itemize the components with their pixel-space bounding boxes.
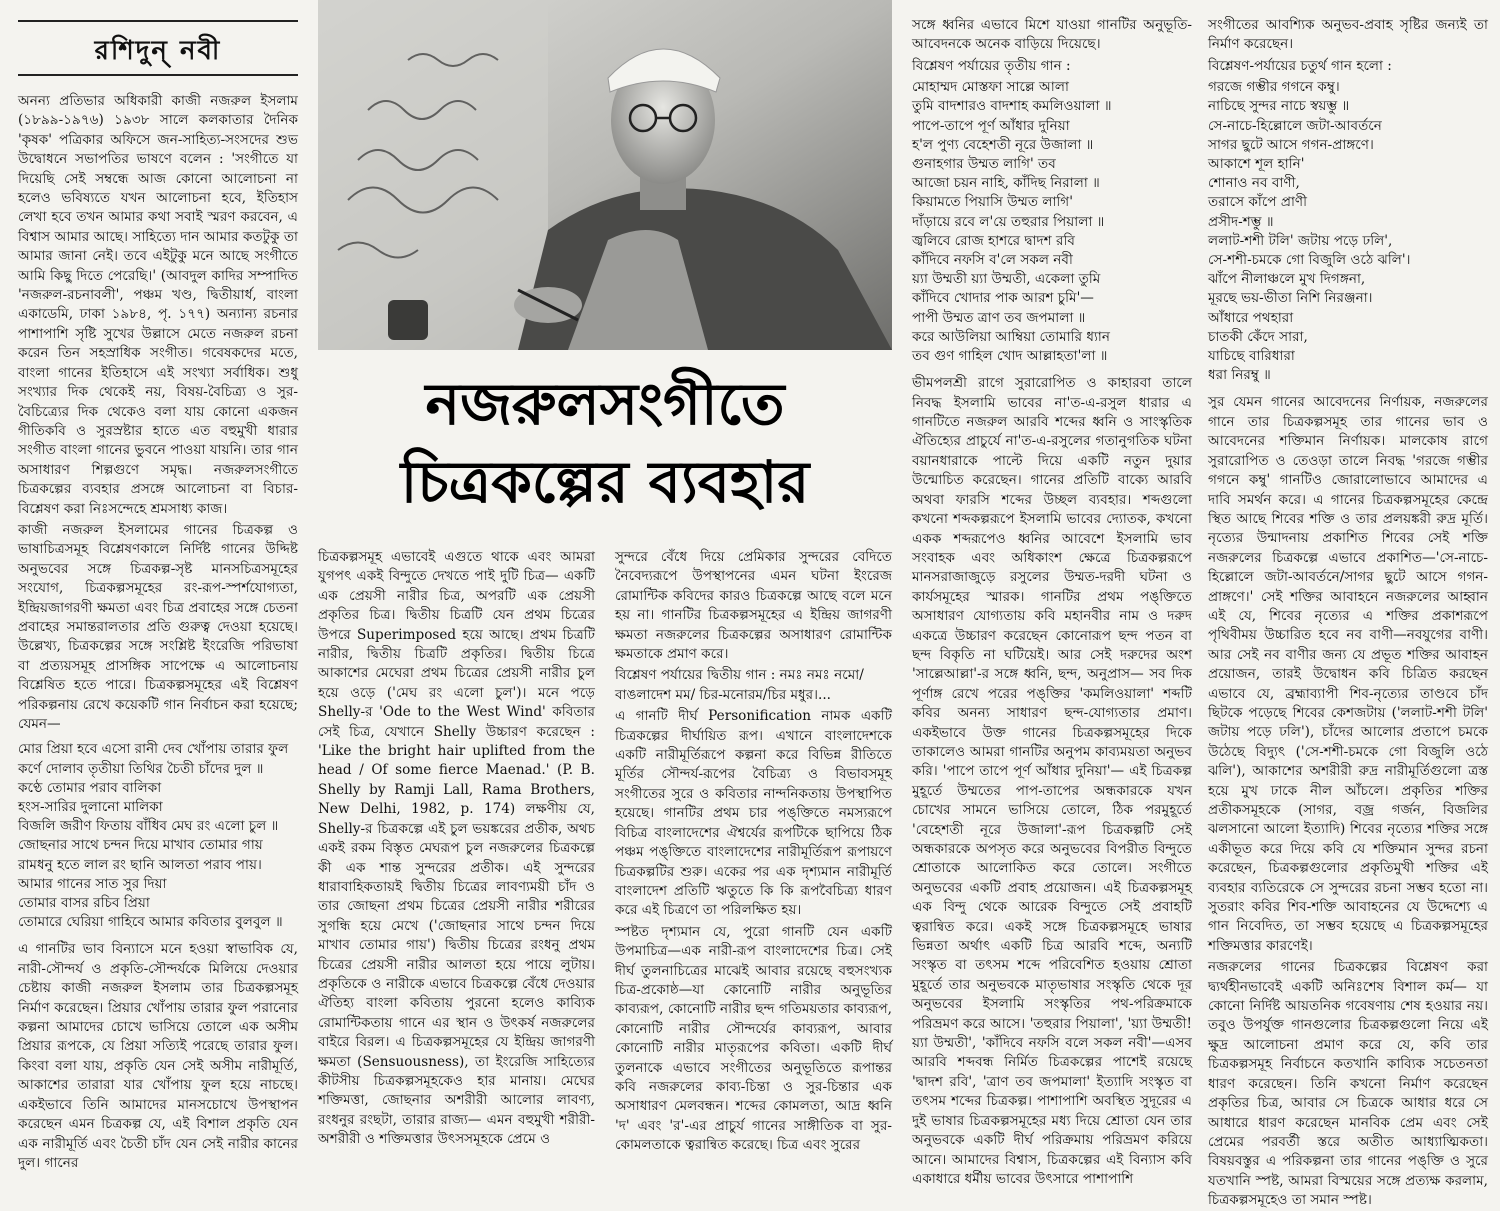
lyric-line: শোনাও নব বাণী, [1208, 175, 1300, 192]
author-header [18, 20, 298, 76]
lyric-line: জ্বলিবে রোজ হাশরে দ্বাদশ রবি [912, 232, 1075, 249]
lyric-line: করে আউলিয়া আম্বিয়া তোমারি ধ্যান [912, 328, 1110, 345]
column-1 [18, 92, 298, 1171]
paragraph: ভীমপলশ্রী রাগে সুরারোপিত ও কাহারবা তালে নিবদ্ধ ইসলামি ভাবের না'ত-এ-রসুল ধারার এ গানটিতে নজরুল আরবি শব্দের ধ্বনি ও সাংস্কৃতিক ঐতিহ্যের প্রাচুর্যে না'ত-এ-রসুলের গতানুগতিক ঘটনা বয়ানধারাকে পাল্টে দিয়ে একটি নতুন দুয়ার উন্মোচিত করেছেন। গানের প্রতিটি বাক্যে আরবি অথবা ফারসি শব্দের উচ্ছল ব্যবহার। শব্দগুলো কখনো শব্দকল্পরূপে ইসলামি ভাবের দ্যোতক, কখনো একক শব্দরূপেও ধ্বনির আবেশে ইসলামি ভাব সংবাহক এবং অধিকাংশ ক্ষেত্রে চিত্রকল্পরূপে মানসরাজাজুড়ে রসুলের উম্মত-দরদী ঘটনা ও কার্যসমূহের স্মারক। গানটির প্রথম পঙ্‌ক্তিতে অসাধারণ যোগ্যতায় কবি মহানবীর নাম ও দরুদ একত্রে উচ্চারণ করেছেন কোনোরূপ ছন্দ পতন বা ছন্দ বিকৃতি না ঘটিয়েই। আর সেই দরুদের অংশ 'সাল্লেআল্লা'-র সঙ্গে ধ্বনি, ছন্দ, অনুপ্রাস— সব দিক পূর্ণাঙ্গ রেখে পরের পঙ্‌ক্তির 'কমলিওয়ালা' শব্দটি কবির অনন্য সাধারণ ছন্দ-যোগ্যতার প্রমাণ। একইভাবে উক্ত গানের চিত্রকল্পসমূহের দিকে তাকালেও আমরা গানটির অনুপম কাব্যময়তা অনুভব করি। 'পাপে তাপে পূর্ণ আঁধার দুনিয়া'— এই চিত্রকল্প মুহূর্তে উম্মতের পাপ-তাপের অন্ধকারকে যখন চোখের সামনে ভাসিয়ে তোলে, ঠিক পরমুহূর্তে 'বেহেশতী নূরে উজালা'-রূপ চিত্রকল্পটি সেই অন্ধকারকে অপসৃত করে অনুভবের বিপরীত বিন্দুতে শ্রোতাকে আলোকিত করে তোলে। সংগীতে অনুভবের একটি প্রবাহ প্রয়োজন। এই চিত্রকল্পসমূহ এক বিন্দু থেকে আরেক বিন্দুতে সেই প্রবাহটি ত্বরান্বিত করে। একই সঙ্গে চিত্রকল্পসমূহে ভাষার ভিন্নতা অর্থাৎ একটি চিত্র আরবি শব্দে, অন্যটি সংস্কৃত বা তৎসম শব্দে পরিবেশিত হওয়ায় শ্রোতা মুহূর্তে তার অনুভবকে মাতৃভাষার সংস্কৃতি থেকে দূর অনুভবের ইসলামি সংস্কৃতির পথ-পরিক্রমাকে পরিভ্রমণ করে আসে। 'তহুরার পিয়ালা', 'য়্যা উম্মতী! য়্যা উম্মতী', 'কাঁদিবে নফসি বলে সকল নবী'—এসব আরবি শব্দবন্ধ নির্মিত চিত্রকল্পের পাশেই রয়েছে 'দ্বাদশ রবি', 'ত্রাণ তব জপমালা' ইত্যাদি সংস্কৃত বা তৎসম শব্দের চিত্রকল্প। পাশাপাশি অবস্থিত সুদূরের এ দুই ভাষার চিত্রকল্পসমূহের মধ্য দিয়ে শ্রোতা যেন তার অনুভবকে একটি দীর্ঘ পরিক্রমায় পরিভ্রমণ করিয়ে আনে। আমাদের বিশ্বাস, চিত্রকল্পের এই বিন্যাস কবি একাধারে ধর্মীয় ভাবের উৎসারে পাশাপাশি [912, 375, 1192, 1187]
lyric-line: সে-নাচে-হিল্লোলে জটা-আবর্তনে [1208, 117, 1382, 134]
lyric-line: তুমি বাদশারও বাদশাহ কমলিওয়ালা ॥ [912, 98, 1112, 115]
lyric-line: ধরা নিরম্বু ॥ [1208, 367, 1271, 384]
lyric-line: কিয়ামতে পিয়াসি উম্মত লাগি' [912, 194, 1073, 211]
paragraph: সঙ্গে ধ্বনির এভাবে মিশে যাওয়া গানটির অনুভূতি-আবেদনকে অনেক বাড়িয়ে দিয়েছে। [912, 17, 1192, 53]
lyric-line: গুনাহগার উম্মত লাগি' তব [912, 156, 1056, 173]
subhead: বিশ্লেষণ পর্যায়ের তৃতীয় গান : [912, 57, 1071, 74]
lyric-line: জোছনার সাথে চন্দন দিয়ে মাখাব তোমার গায় [18, 837, 263, 854]
paragraph: অনন্য প্রতিভার অধিকারী কাজী নজরুল ইসলাম (১৮৯৯-১৯৭৬) ১৯৩৮ সালে কলকাতার দৈনিক 'কৃষক' পত্রিকার অফিসে জন-সাহিত্য-সংসদের শুভ উদ্বোধনে সভাপতির ভাষণে বলেন : 'সংগীতে যা দিয়েছি সেই সম্বন্ধে আজ কোনো আলোচনা না হলেও ভবিষ্যতে যখন আলোচনা হবে, ইতিহাস লেখা হবে তখন আমার কথা সবাই স্মরণ করবেন, এ বিশ্বাস আমার আছে। সাহিত্যে দান আমার কতটুকু তা আমার জানা নেই। তবে এইটুকু মনে আছে সংগীতে আমি কিছু দিতে পেরেছি।' (আবদুল কাদির সম্পাদিত 'নজরুল-রচনাবলী', পঞ্চম খণ্ড, দ্বিতীয়ার্ধ, বাংলা একাডেমি, ঢাকা ১৯৮৪, পৃ. ১৭৭) অন্যান্য রচনার পাশাপাশি সৃষ্টি সুখের উল্লাসে মেতে নজরুল রচনা করেন তিন সহস্রাধিক সংগীত। গবেষকদের মতে, বাংলা গানের ইতিহাসে এই সংখ্যা সর্বাধিক। শুধু সংখ্যার দিক থেকেই নয়, বিষয়-বৈচিত্র্য ও সুর-বৈচিত্র্যের দিক থেকেও বলা যায় কোনো একজন গীতিকবি ও সুরস্রষ্টার হাতে এত বহুমুখী ধারার সংগীত বাংলা গানের ভুবনে পাওয়া যায়নি। তার গান অসাধারণ শিল্পগুণে সমৃদ্ধ। নজরুলসংগীতে চিত্রকল্পের ব্যবহার প্রসঙ্গে আলোচনা বা বিচার-বিশ্লেষণ করা নিঃসন্দেহে শ্রমসাধ্য কাজ। [18, 93, 298, 517]
lyric-line: ললাট-শশী টলি' জটায় পড়ে ঢলি', [1208, 232, 1393, 249]
lyric-line: মূরছে ভয়-ভীতা নিশি নিরঞ্জনা। [1208, 290, 1373, 307]
column-3 [615, 548, 892, 1154]
headline-line-1: নজরুলসংগীতে [425, 370, 785, 438]
lyric-line: আমার গানের সাত সুর দিয়া [18, 875, 167, 892]
lyric-line: চাতকী কেঁদে সারা, [1208, 328, 1308, 345]
column-5 [1208, 16, 1488, 1209]
song-lyrics [1208, 78, 1488, 385]
lyric-line: নাচিছে সুন্দর নাচে স্বয়ম্ভু ॥ [1208, 98, 1350, 115]
lyric-line: আকাশে শূল হানি' [1208, 156, 1305, 173]
headline [318, 365, 892, 535]
paragraph: এ গানটির ভাব বিন্যাসে মনে হওয়া স্বাভাবিক যে, নারী-সৌন্দর্য ও প্রকৃতি-সৌন্দর্যকে মিলিয়ে দেওয়ার চেষ্টায় কাজী নজরুল ইসলাম তার চিত্রকল্পসমূহ নির্মাণ করেছেন। প্রিয়ার খোঁপায় তারার ফুল পরানোর কল্পনা আমাদের চোখে ভাসিয়ে তোলে এক অসীম প্রিয়ার রূপকে, যে প্রিয়া সত্যিই পরেছে তারার ফুল। কিংবা বলা যায়, প্রকৃতি যেন সেই অসীম নারীমূর্তি, আকাশের তারারা যার খোঁপায় ফুল হয়ে নাচছে। একইভাবে তিনি আমাদের মানসচোখে উপস্থাপন করেছেন এমন চিত্রকল্প যে, এই বিশাল প্রকৃতি যেন এক নারীমূর্তি এবং চৈতী চাঁদ যেন সেই নারীর কানের দুল। গানের [18, 941, 298, 1171]
paragraph: এ গানটি দীর্ঘ Personification নামক একটি চিত্রকল্পের দীর্ঘায়িত রূপ। এখানে বাংলাদেশকে একটি নারীমূর্তিরূপে কল্পনা করে বিভিন্ন রীতিতে মূর্তির সৌন্দর্য-রূপের বৈচিত্র্য ও বিভাবসমূহ সংগীতের সুরে ও কবিতার নান্দনিকতায় উপস্থাপিত হয়েছে। গানটির প্রথম চার পঙ্‌ক্তিতে নমস্যরূপে বিচিত্র বাংলাদেশের ঐশ্বর্যের রূপটিকে ছাপিয়ে ঠিক পঞ্চম পঙ্‌ক্তিতে বাংলাদেশের নারীমূর্তিরূপ রূপায়ণে চিত্রকল্পটির শুরু। একের পর এক দৃশ্যমান নারীমূর্তি বাংলাদেশ প্রতিটি ঋতুতে কি কি রূপবৈচিত্র্য ধারণ করে এই চিত্রণে তা পরিলক্ষিত হয়। [615, 708, 892, 919]
paragraph: কাজী নজরুল ইসলামের গানের চিত্রকল্প ও ভাষাচিত্রসমূহ বিশ্লেষণকালে নির্দিষ্ট গানের উদ্দিষ্ট অনুভবের সঙ্গে চিত্রকল্প-সৃষ্ট মানসচিত্রসমূহের সংযোগ, চিত্রকল্পসমূহের রং-রূপ-স্পর্শযোগ্যতা, ইন্দ্রিয়জাগরণী ক্ষমতা এবং চিত্র প্রবাহের সঙ্গে চেতনা প্রবাহের সমান্তরালতার প্রতি গুরুত্ব দেওয়া হয়েছে। উল্লেখ্য, চিত্রকল্পের সঙ্গে সংশ্লিষ্ট ইংরেজি পরিভাষা বা প্রত্যয়সমূহ প্রাসঙ্গিক সাপেক্ষে এ আলোচনায় বিশ্লেষিত হতে পারে। চিত্রকল্পসমূহের এই বিশ্লেষণ পরিকল্পনায় রেখে কয়েকটি গান নির্বাচন করা হয়েছে; যেমন— [18, 521, 298, 732]
song-lyrics [18, 740, 298, 932]
lyric-line: কাঁদিবে খোদার পাক আরশ চুমি'— [912, 290, 1094, 307]
lyric-line: পাপে-তাপে পূর্ণ আঁধার দুনিয়া [912, 117, 1070, 134]
lyric-line: আঁধারে পথহারা [1208, 309, 1294, 326]
lyric-line: তব গুণ গাহিল খোদ আল্লাহতা'লা ॥ [912, 348, 1108, 365]
lyric-line: কাঁদিবে নফসি ব'লে সকল নবী [912, 252, 1073, 269]
lyric-line: যাচিছে বারিধারা [1208, 348, 1295, 365]
headline-line-2: চিত্রকল্পের ব্যবহার [400, 448, 810, 516]
paragraph: সুর যেমন গানের আবেদনের নির্ণায়ক, নজরুলের গানে তার চিত্রকল্পসমূহ তার গানের ভাব ও আবেদনের শক্তিমান নির্ণায়ক। মালকোষ রাগে সুরারোপিত ও তেওড়া তালে নিবদ্ধ 'গরজে গম্ভীর গগনে কম্বু' গানটিও জোরালোভাবে আমাদের এ দাবি সমর্থন করে। এ গানের চিত্রকল্পসমূহের কেন্দ্রে স্থিত আছে শিবের শক্তি ও তার প্রলয়ঙ্করী রুদ্র মূর্তি। নৃত্যের উন্মাদনায় প্রকাশিত শিবের সেই শক্তি নজরুলের চিত্রকল্পে এভাবে প্রকাশিত—'সে-নাচে-হিল্লোলে জটা-আবর্তনে/সাগর ছুটে আসে গগন-প্রাঙ্গণে।' সেই শক্তির আবাহনে নজরুলের আহ্বান এই যে, শিবের নৃত্যের এ শক্তির প্রকাশরূপে পৃথিবীময় উচ্চারিত হবে নব বাণী—নবযুগের বাণী। আর সেই নব বাণীর জন্য যে প্রভূত শক্তির আবাহন প্রয়োজন, তারই উদ্বোধন কবি চিত্রিত করছেন এভাবে যে, ব্রহ্মাব্যাপী শিব-নৃত্যের তাণ্ডবে চাঁদ ছিটকে পড়েছে শিবের কেশজটায় ('ললাট-শশী টলি' জটায় পড়ে ঢলি'), চাঁদের আলোর প্রতাপে চমকে উঠেছে বিদ্যুৎ ('সে-শশী-চমকে গো বিজুলি ওঠে ঝলি'), আকাশের অশরীরী রুদ্র নারীমূর্তিগুলো ত্রস্ত হয়ে মুখ ঢাকে নীল আঁচলে। প্রকৃতির শক্তির প্রতীকসমূহকে (সাগর, বজ্র গর্জন, বিজলির ঝলসানো আলো ইত্যাদি) শিবের নৃত্যের শক্তির সঙ্গে একীভূত করে দিয়ে কবি যে শক্তিমান সুন্দর রচনা করেছেন, চিত্রকল্পগুলোর প্রকৃতিমুখী শক্তির এই ব্যবহার ব্যতিরেকে সে সুন্দরের রচনা সম্ভব হতো না। সুতরাং কবির শিব-শক্তি আবাহনের যে উদ্দেশ্যে এ গান নিবেদিত, তা সম্ভব হয়েছে এ চিত্রকল্পসমূহের শক্তিমত্তার কারণেই। [1208, 394, 1488, 954]
paragraph: স্পষ্টত দৃশ্যমান যে, পুরো গানটি যেন একটি উপমাচিত্র—এক নারী-রূপ বাংলাদেশের চিত্র। সেই দীর্ঘ তুলনাচিত্রের মাঝেই আবার রয়েছে বহুসংখ্যক চিত্র-প্রকোষ্ঠ—যা কোনোটি নারীর অনুভূতির কাব্যরূপ, কোনোটি নারীর ছন্দ গতিময়তার কাব্যরূপ, কোনোটি নারীর সৌন্দর্যের কাব্যরূপ, আবার কোনোটি নারীর মাতৃরূপের কবিতা। একটি দীর্ঘ তুলনাকে এভাবে সংগীতের অনুভূতিতে রূপান্তর কবি নজরুলের কাব্য-চিন্তা ও সুর-চিন্তার এক অসাধারণ মেলবন্ধন। শব্দের কোমলতা, আদ্র ধ্বনি 'দ' এবং 'র'-এর প্রাচুর্য গানের সাঙ্গীতিক বা সুর-কোমলতাকে ত্বরান্বিত করেছে। চিত্র এবং সুরের [615, 923, 892, 1154]
column-4 [912, 16, 1192, 1187]
lyric-line: দাঁড়ায়ে রবে ল'য়ে তহুরার পিয়ালা ॥ [912, 213, 1105, 230]
paragraph: নজরুলের গানের চিত্রকল্পের বিশ্লেষণ করা দ্ব্যর্থহীনভাবেই একটি অনিঃশেষ বিশাল কর্ম— যা কোনো নির্দিষ্ট আয়তনিক গবেষণায় শেষ হওয়ার নয়। তবুও উপর্যুক্ত গানগুলোর চিত্রকল্পগুলো নিয়ে এই ক্ষুদ্র আলোচনা প্রমাণ করে যে, কবি তার চিত্রকল্পসমূহ নির্বাচনে কতখানি কাব্যিক সচেতনতা ধারণ করেছেন। তিনি কখনো নির্মাণ করেছেন প্রকৃতির চিত্র, আবার সে চিত্রকে আধার ধরে সে আধারে ধারণ করেছেন মানবিক প্রেম এবং সেই প্রেমের পরবর্তী স্তরে অতীত আধ্যাত্মিকতা। বিষয়বস্তুর এ পরিকল্পনা তার গানের পঙ্‌ক্তি ও সুরে যতখানি স্পষ্ট, আমরা বিস্ময়ের সঙ্গে প্রত্যক্ষ করলাম, চিত্রকল্পসমূহেও তা সমান স্পষ্ট। [1208, 959, 1488, 1209]
lyric-line: আজো চয়ন নাহি, কাঁদিছ নিরালা ॥ [912, 175, 1100, 192]
paragraph: সংগীতের আবশ্যিক অনুভব-প্রবাহ সৃষ্টির জন্যই তা নির্মাণ করেছেন। [1208, 17, 1488, 53]
paragraph: চিত্রকল্পসমূহ এভাবেই এগুতে থাকে এবং আমরা যুগপৎ একই বিন্দুতে দেখতে পাই দুটি চিত্র— একটি এক প্রেয়সী নারীর চিত্র, অপরটি এক প্রেয়সী প্রকৃতির চিত্র। দ্বিতীয় চিত্রটি যেন প্রথম চিত্রের উপরে Superimposed হয়ে আছে। প্রথম চিত্রটি নারীর, দ্বিতীয় চিত্রটি প্রকৃতির। দ্বিতীয় চিত্রে আকাশের মেঘেরা প্রথম চিত্রের প্রেয়সী নারীর চুল হয়ে ওড়ে ('মেঘ রং এলো চুল')। মনে পড়ে Shelly-র 'Ode to the West Wind' কবিতার সেই চিত্র, যেখানে Shelly উচ্চারণ করেছেন : 'Like the bright hair uplifted from the head / Of some fierce Maenad.' (P. B. Shelly by Ramji Lall, Rama Brothers, New Delhi, 1982, p. 174) লক্ষণীয় যে, Shelly-র চিত্রকল্পে এই চুল ভয়ঙ্করের প্রতীক, অথচ একই রকম বিস্তৃত মেঘরূপ চুল নজরুলের চিত্রকল্পে কী এক শান্ত সুন্দরের প্রতীক। এই সুন্দরের ধারাবাহিকতায়ই দ্বিতীয় চিত্রের লাবণ্যময়ী চাঁদ ও তার জোছনা প্রথম চিত্রের প্রেয়সী নারীর শরীরের সুগন্ধি হয়ে মেখে ('জোছনার সাথে চন্দন দিয়ে মাখাব তোমার গায়') দ্বিতীয় চিত্রের রংধনু প্রথম চিত্রের প্রেয়সী নারীর আলতা হয়ে পায়ে লুটায়। প্রকৃতিকে ও নারীকে এভাবে চিত্রকল্পে বেঁধে দেওয়ার ঐতিহ্য বাংলা কবিতায় পুরনো হলেও কাব্যিক রোমান্টিকতায় গানে এর স্থান ও উৎকর্ষ নজরুলের বাইরে বিরল। এ চিত্রকল্পসমূহের যে ইন্দ্রিয় জাগরণী ক্ষমতা (Sensuousness), তা ইংরেজি সাহিত্যের কীটসীয় চিত্রকল্পসমূহকেও হার মানায়। মেঘের শক্তিমত্তা, জোছনার অশরীরী আলোর লাবণ্য, রংধনুর রংছটা, তারার রাজ্য— এমন বহুমুখী শরীরী-অশরীরী ও শক্তিমত্তার উৎসসমূহকে প্রেমে ও [318, 549, 595, 1148]
lyric-line: মোর প্রিয়া হবে এসো রানী দেব খোঁপায় তারার ফুল [18, 741, 289, 758]
lyric-line: তরাসে কাঁপে প্রাণী [1208, 194, 1308, 211]
lyric-line: প্রসীদ-শম্ভু ॥ [1208, 213, 1274, 230]
lyric-line: সাগর ছুটে আসে গগন-প্রাঙ্গণে। [1208, 136, 1374, 153]
lyric-line: সে-শশী-চমকে গো বিজুলি ওঠে ঝলি'। [1208, 252, 1411, 269]
lyric-line: গরজে গম্ভীর গগনে কম্বু। [1208, 79, 1340, 96]
lyric-line: তোমার বাসর রচিব প্রিয়া [18, 895, 150, 912]
portrait-photo-icon [318, 0, 892, 350]
lyric-line: ঝাঁপে নীলাঞ্চলে মুখ দিগঙ্গনা, [1208, 271, 1366, 288]
lyric-line: পাপী উম্মত ত্রাণ তব জপমালা ॥ [912, 309, 1086, 326]
song-lyrics [912, 78, 1192, 366]
column-2 [318, 548, 595, 1148]
author-name: রশিদুন্ নবী [94, 36, 222, 66]
subhead: বিশ্লেষণ পর্যায়ের দ্বিতীয় গান : নমঃ নমঃ নমো/ বাঙলাদেশ মম/ চির-মনোরম/চির মধুর।... [615, 667, 864, 703]
lyric-line: কণ্ঠে তোমার পরাব বালিকা [18, 779, 162, 796]
paragraph: সুন্দরে বেঁধে দিয়ে প্রেমিকার সুন্দরের বেদিতে নৈবেদ্যরূপে উপস্থাপনের এমন ঘটনা ইংরেজ রোমান্টিক কবিদের কারও চিত্রকল্পে আছে বলে মনে হয় না। গানটির চিত্রকল্পসমূহের এ ইন্দ্রিয় জাগরণী ক্ষমতা নজরুলের চিত্রকল্পের অসাধারণ রোমান্টিক ক্ষমতাকে প্রমাণ করে। [615, 549, 892, 663]
lyric-line: হংস-সারির দুলানো মালিকা [18, 799, 163, 816]
lyric-line: রামধনু হতে লাল রং ছানি আলতা পরাব পায়। [18, 856, 262, 873]
subhead: বিশ্লেষণ-পর্যায়ের চতুর্থ গান হলো : [1208, 57, 1392, 74]
lyric-line: কর্ণে দোলাব তৃতীয়া তিথির চৈতী চাঁদের দুল ॥ [18, 760, 264, 777]
lyric-line: তোমারে ঘেরিয়া গাহিবে আমার কবিতার বুলবুল ॥ [18, 914, 283, 931]
lyric-line: হ'ল পুণ্য বেহেশতী নূরে উজালা ॥ [912, 136, 1094, 153]
lyric-line: বিজলি জরীণ ফিতায় বাঁধিব মেঘ রং এলো চুল ॥ [18, 818, 279, 835]
lyric-line: য়্যা উম্মতী য়্যা উম্মতী, একেলা তুমি [912, 271, 1101, 288]
lyric-line: মোহাম্মদ মোস্তফা সাল্লে আলা [912, 79, 1069, 96]
portrait-photo [318, 0, 892, 350]
